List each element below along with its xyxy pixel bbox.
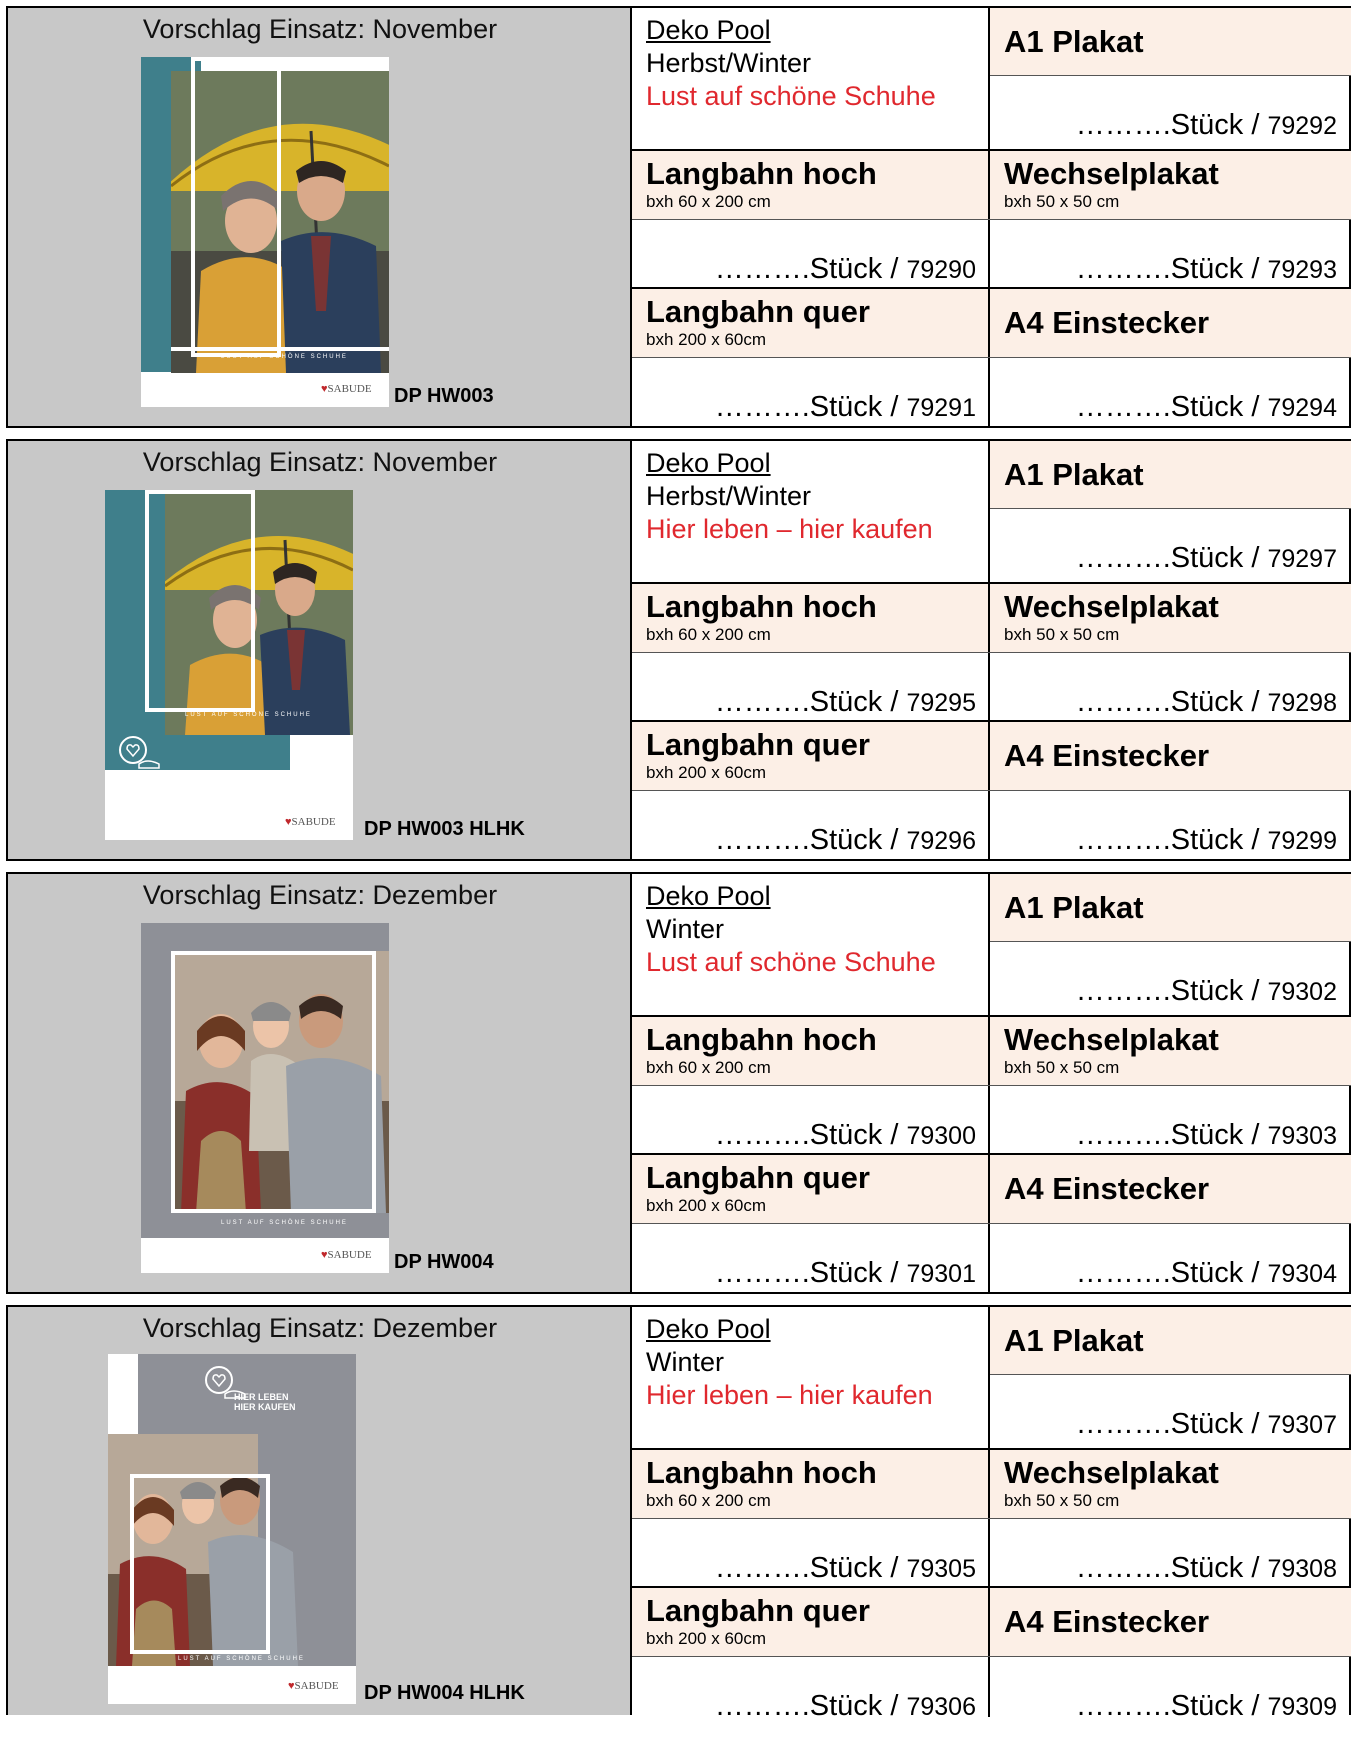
article-code: 79297 <box>1267 545 1337 573</box>
brand-logo <box>285 816 336 828</box>
grid-line <box>632 790 1351 791</box>
brand-logo <box>321 1249 372 1261</box>
grid-line <box>990 75 1351 76</box>
header-a4-einstecker: A4 Einstecker <box>990 288 1351 357</box>
article-code: 79295 <box>906 689 976 717</box>
pool-info <box>632 874 990 1016</box>
grid-line <box>632 1085 1351 1086</box>
hlhk-line-2: HIER KAUFEN <box>234 1402 296 1412</box>
qty-prefix: ……….Stück / <box>714 824 907 856</box>
qty-wechselplakat[interactable] <box>990 219 1351 288</box>
qty-prefix: ……….Stück / <box>714 1552 907 1584</box>
header-wechselplakat <box>990 1449 1351 1518</box>
article-code: 79291 <box>906 394 976 422</box>
qty-prefix: ……….Stück / <box>714 1257 907 1289</box>
poster-preview <box>108 1354 356 1704</box>
header-a1-plakat: A1 Plakat <box>990 8 1351 75</box>
qty-prefix: ……….Stück / <box>714 686 907 718</box>
poster-preview <box>141 923 389 1273</box>
header-wechselplakat <box>990 150 1351 219</box>
poster-preview <box>141 57 389 407</box>
suggestion-label: Vorschlag Einsatz: Dezember <box>142 880 498 910</box>
heart-icon: ♥ <box>321 383 328 395</box>
header-title: Langbahn hoch <box>646 1022 877 1057</box>
product-block-hw003 <box>6 6 1351 428</box>
qty-a1-plakat[interactable] <box>990 1374 1351 1449</box>
qty-a1-plakat[interactable] <box>990 508 1351 583</box>
header-langbahn-hoch <box>632 150 990 219</box>
pool-info <box>632 1307 990 1449</box>
order-grid <box>632 8 1349 426</box>
poster-tagline: LUST AUF SCHÖNE SCHUHE <box>221 1220 348 1226</box>
header-langbahn-quer <box>632 1587 990 1656</box>
article-code: 79307 <box>1267 1411 1337 1439</box>
header-wechselplakat <box>990 583 1351 652</box>
header-langbahn-quer <box>632 288 990 357</box>
slogan: Lust auf schöne Schuhe <box>646 947 936 977</box>
header-dims: bxh 60 x 200 cm <box>646 1491 771 1510</box>
header-dims: bxh 60 x 200 cm <box>646 192 771 211</box>
suggestion-label: Vorschlag Einsatz: Dezember <box>142 1313 498 1343</box>
header-title: Wechselplakat <box>1004 1455 1219 1490</box>
heart-icon: ♥ <box>321 1249 328 1261</box>
season: Winter <box>646 1347 725 1377</box>
qty-prefix: ……….Stück / <box>1075 1408 1268 1440</box>
grid-line <box>990 1374 1351 1375</box>
qty-wechselplakat[interactable] <box>990 1085 1351 1154</box>
qty-a1-plakat[interactable] <box>990 75 1351 150</box>
header-langbahn-quer <box>632 721 990 790</box>
product-code: DP HW003 HLHK <box>364 818 525 840</box>
qty-a4-einstecker[interactable] <box>990 1223 1351 1292</box>
preview-panel <box>8 441 632 859</box>
header-a1-plakat: A1 Plakat <box>990 874 1351 941</box>
grid-line <box>632 652 1351 653</box>
header-title: Wechselplakat <box>1004 589 1219 624</box>
qty-prefix: ……….Stück / <box>1075 542 1268 574</box>
product-code: DP HW004 HLHK <box>364 1682 525 1704</box>
brand-name: SABUDE <box>327 1249 372 1261</box>
qty-langbahn-quer[interactable] <box>632 1223 990 1292</box>
slogan: Lust auf schöne Schuhe <box>646 81 936 111</box>
qty-prefix: ……….Stück / <box>1075 1257 1268 1289</box>
grid-line <box>632 1656 1351 1657</box>
article-code: 79306 <box>906 1693 976 1721</box>
qty-prefix: ……….Stück / <box>714 391 907 423</box>
poster-frame-left <box>145 490 255 712</box>
brand-name: SABUDE <box>327 383 372 395</box>
header-title: Langbahn hoch <box>646 589 877 624</box>
poster-tagline: LUST AUF SCHÖNE SCHUHE <box>221 354 348 360</box>
qty-a1-plakat[interactable] <box>990 941 1351 1016</box>
header-title: Langbahn quer <box>646 294 870 329</box>
header-title: Wechselplakat <box>1004 156 1219 191</box>
order-grid <box>632 874 1349 1292</box>
brand-logo <box>321 383 372 395</box>
hlhk-logo-text <box>135 778 197 798</box>
heart-icon: ♥ <box>288 1680 295 1692</box>
hlhk-line-2: HIER KAUFEN <box>135 788 197 798</box>
qty-prefix: ……….Stück / <box>1075 253 1268 285</box>
product-block-hw003-hlhk <box>6 439 1351 861</box>
qty-a4-einstecker[interactable] <box>990 1656 1351 1722</box>
header-dims: bxh 200 x 60cm <box>646 330 767 349</box>
grid-line <box>632 1586 1351 1588</box>
header-dims: bxh 50 x 50 cm <box>1004 1058 1120 1077</box>
qty-a4-einstecker[interactable] <box>990 357 1351 426</box>
header-dims: bxh 50 x 50 cm <box>1004 1491 1120 1510</box>
grid-line <box>632 149 1351 151</box>
header-title: Langbahn quer <box>646 727 870 762</box>
qty-langbahn-hoch[interactable] <box>632 652 990 721</box>
heart-icon: ♥ <box>285 816 292 828</box>
qty-prefix: ……….Stück / <box>1075 1119 1268 1151</box>
header-dims: bxh 200 x 60cm <box>646 1629 767 1648</box>
grid-line <box>632 219 1351 220</box>
order-grid <box>632 441 1349 859</box>
pool-info <box>632 8 990 150</box>
header-title: Langbahn quer <box>646 1160 870 1195</box>
header-dims: bxh 60 x 200 cm <box>646 1058 771 1077</box>
header-langbahn-hoch <box>632 1449 990 1518</box>
pool-name: Deko Pool <box>646 15 771 45</box>
qty-wechselplakat[interactable] <box>990 1518 1351 1587</box>
qty-langbahn-hoch[interactable] <box>632 219 990 288</box>
qty-langbahn-hoch[interactable] <box>632 1085 990 1154</box>
order-grid <box>632 1307 1349 1722</box>
header-a4-einstecker: A4 Einstecker <box>990 721 1351 790</box>
article-code: 79298 <box>1267 689 1337 717</box>
header-dims: bxh 50 x 50 cm <box>1004 192 1120 211</box>
hlhk-line-1: HIER LEBEN <box>135 778 190 788</box>
qty-a4-einstecker[interactable] <box>990 790 1351 859</box>
article-code: 79290 <box>906 256 976 284</box>
article-code: 79304 <box>1267 1260 1337 1288</box>
product-block-hw004-hlhk <box>6 1305 1351 1722</box>
grid-divider <box>988 8 990 426</box>
article-code: 79303 <box>1267 1122 1337 1150</box>
heart-pin-shoe-icon <box>117 734 161 778</box>
qty-langbahn-quer[interactable] <box>632 790 990 859</box>
article-code: 79308 <box>1267 1555 1337 1583</box>
pool-name: Deko Pool <box>646 881 771 911</box>
brand-name: SABUDE <box>291 816 336 828</box>
article-code: 79305 <box>906 1555 976 1583</box>
season: Herbst/Winter <box>646 48 812 78</box>
grid-line <box>632 1223 1351 1224</box>
article-code: 79300 <box>906 1122 976 1150</box>
slogan: Hier leben – hier kaufen <box>646 514 933 544</box>
article-code: 79294 <box>1267 394 1337 422</box>
hlhk-logo-text <box>234 1392 296 1412</box>
pool-name: Deko Pool <box>646 1314 771 1344</box>
product-code: DP HW004 <box>394 1251 494 1273</box>
qty-prefix: ……….Stück / <box>714 1119 907 1151</box>
product-code: DP HW003 <box>394 385 494 407</box>
qty-prefix: ……….Stück / <box>1075 686 1268 718</box>
product-block-hw004 <box>6 872 1351 1294</box>
header-langbahn-hoch <box>632 583 990 652</box>
preview-panel <box>8 8 632 426</box>
brand-name: SABUDE <box>294 1680 339 1692</box>
qty-langbahn-quer[interactable] <box>632 357 990 426</box>
poster-preview <box>105 490 353 840</box>
grid-line <box>632 720 1351 722</box>
grid-line <box>632 357 1351 358</box>
grid-line <box>632 582 1351 584</box>
header-langbahn-hoch <box>632 1016 990 1085</box>
grid-line <box>990 941 1351 942</box>
header-dims: bxh 50 x 50 cm <box>1004 625 1120 644</box>
grid-line <box>632 1518 1351 1519</box>
grid-line <box>632 1015 1351 1017</box>
poster-frame <box>171 951 376 1213</box>
grid-line <box>632 1153 1351 1155</box>
header-a1-plakat: A1 Plakat <box>990 1307 1351 1374</box>
article-code: 79292 <box>1267 112 1337 140</box>
poster-tagline: LUST AUF SCHÖNE SCHUHE <box>185 712 312 718</box>
qty-prefix: ……….Stück / <box>1075 824 1268 856</box>
article-code: 79293 <box>1267 256 1337 284</box>
season: Herbst/Winter <box>646 481 812 511</box>
poster-frame <box>130 1474 270 1654</box>
header-dims: bxh 60 x 200 cm <box>646 625 771 644</box>
qty-langbahn-quer[interactable] <box>632 1656 990 1722</box>
pool-info <box>632 441 990 583</box>
slogan: Hier leben – hier kaufen <box>646 1380 933 1410</box>
header-dims: bxh 200 x 60cm <box>646 1196 767 1215</box>
header-a1-plakat: A1 Plakat <box>990 441 1351 508</box>
qty-wechselplakat[interactable] <box>990 652 1351 721</box>
grid-line <box>990 508 1351 509</box>
article-code: 79301 <box>906 1260 976 1288</box>
preview-panel <box>8 1307 632 1715</box>
suggestion-label: Vorschlag Einsatz: November <box>142 447 498 477</box>
header-title: Langbahn quer <box>646 1593 870 1628</box>
header-title: Langbahn hoch <box>646 1455 877 1490</box>
pool-name: Deko Pool <box>646 448 771 478</box>
brand-logo <box>288 1680 339 1692</box>
poster-frame-left <box>191 57 281 357</box>
poster-frame-bottom <box>171 347 389 351</box>
poster-tagline: LUST AUF SCHÖNE SCHUHE <box>178 1656 305 1662</box>
qty-prefix: ……….Stück / <box>714 253 907 285</box>
qty-prefix: ……….Stück / <box>714 1690 907 1722</box>
header-dims: bxh 200 x 60cm <box>646 763 767 782</box>
qty-prefix: ……….Stück / <box>1075 975 1268 1007</box>
grid-divider <box>988 874 990 1292</box>
header-title: Wechselplakat <box>1004 1022 1219 1057</box>
hlhk-line-1: HIER LEBEN <box>234 1392 289 1402</box>
header-a4-einstecker: A4 Einstecker <box>990 1154 1351 1223</box>
header-langbahn-quer <box>632 1154 990 1223</box>
qty-prefix: ……….Stück / <box>1075 1552 1268 1584</box>
grid-divider <box>988 441 990 859</box>
header-title: Langbahn hoch <box>646 156 877 191</box>
preview-panel <box>8 874 632 1292</box>
qty-langbahn-hoch[interactable] <box>632 1518 990 1587</box>
article-code: 79296 <box>906 827 976 855</box>
grid-line <box>632 1448 1351 1450</box>
article-code: 79309 <box>1267 1693 1337 1721</box>
article-code: 79302 <box>1267 978 1337 1006</box>
grid-line <box>632 287 1351 289</box>
qty-prefix: ……….Stück / <box>1075 109 1268 141</box>
season: Winter <box>646 914 725 944</box>
qty-prefix: ……….Stück / <box>1075 391 1268 423</box>
suggestion-label: Vorschlag Einsatz: November <box>142 14 498 44</box>
qty-prefix: ……….Stück / <box>1075 1690 1268 1722</box>
article-code: 79299 <box>1267 827 1337 855</box>
header-wechselplakat <box>990 1016 1351 1085</box>
header-a4-einstecker: A4 Einstecker <box>990 1587 1351 1656</box>
